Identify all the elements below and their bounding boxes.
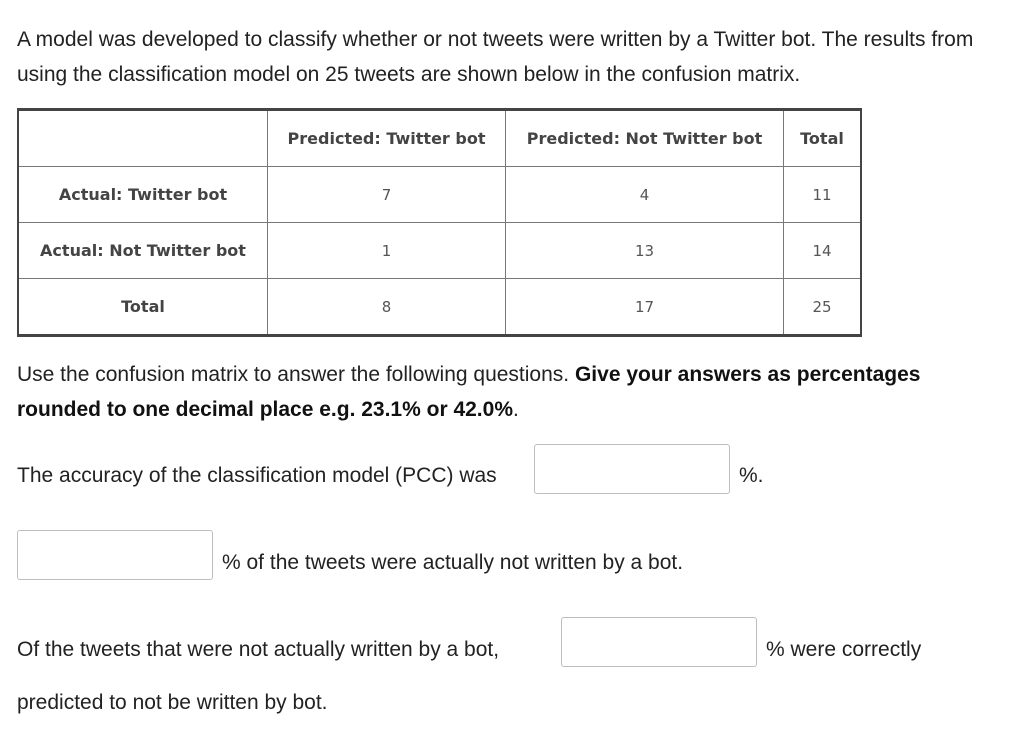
matrix-row-actual-not-bot bbox=[18, 223, 861, 279]
row-label: Actual: Twitter bot bbox=[18, 167, 268, 223]
instructions-paragraph bbox=[17, 357, 1007, 427]
intro-paragraph: A model was developed to classify whether or not tweets were written by a Twitter bot. The results from using the classification model on 25 tweets are shown below in the confusion matrix. bbox=[17, 28, 974, 86]
matrix-cell: 4 bbox=[506, 167, 784, 223]
q3-text-before: Of the tweets that were not actually written by a bot, bbox=[17, 638, 500, 661]
matrix-cell-grand-total: 25 bbox=[784, 279, 862, 336]
matrix-cell-total: 17 bbox=[506, 279, 784, 336]
row-label: Total bbox=[18, 279, 268, 336]
header-predicted-bot: Predicted: Twitter bot bbox=[268, 110, 506, 167]
header-total: Total bbox=[784, 110, 862, 167]
row-label: Actual: Not Twitter bot bbox=[18, 223, 268, 279]
matrix-corner-cell bbox=[18, 110, 268, 167]
q2-text-after: % of the tweets were actually not written by a bot. bbox=[222, 551, 684, 574]
matrix-cell: 1 bbox=[268, 223, 506, 279]
q2-not-bot-percent-input[interactable] bbox=[17, 530, 213, 580]
header-predicted-not-bot: Predicted: Not Twitter bot bbox=[506, 110, 784, 167]
q3-correctly-predicted-input[interactable] bbox=[561, 617, 757, 667]
matrix-cell: 7 bbox=[268, 167, 506, 223]
matrix-cell: 13 bbox=[506, 223, 784, 279]
q1-accuracy-input[interactable] bbox=[534, 444, 730, 494]
matrix-row-actual-bot bbox=[18, 167, 861, 223]
matrix-header-row bbox=[18, 110, 861, 167]
q3-text-after: % were correctly bbox=[766, 638, 922, 661]
q3-text-continued: predicted to not be written by bot. bbox=[17, 691, 328, 714]
instructions-end: . bbox=[513, 398, 519, 421]
q1-text-after: %. bbox=[739, 464, 764, 487]
instructions-lead: Use the confusion matrix to answer the following questions. bbox=[17, 363, 575, 386]
matrix-row-total bbox=[18, 279, 861, 336]
matrix-cell-total: 11 bbox=[784, 167, 862, 223]
q1-text-before: The accuracy of the classification model (PCC) was bbox=[17, 464, 497, 487]
matrix-cell-total: 8 bbox=[268, 279, 506, 336]
instructions-bold: Give your answers as percentages rounded to one decimal place e.g. 23.1% or 42.0% bbox=[17, 363, 921, 421]
confusion-matrix bbox=[17, 108, 862, 337]
matrix-cell-total: 14 bbox=[784, 223, 862, 279]
